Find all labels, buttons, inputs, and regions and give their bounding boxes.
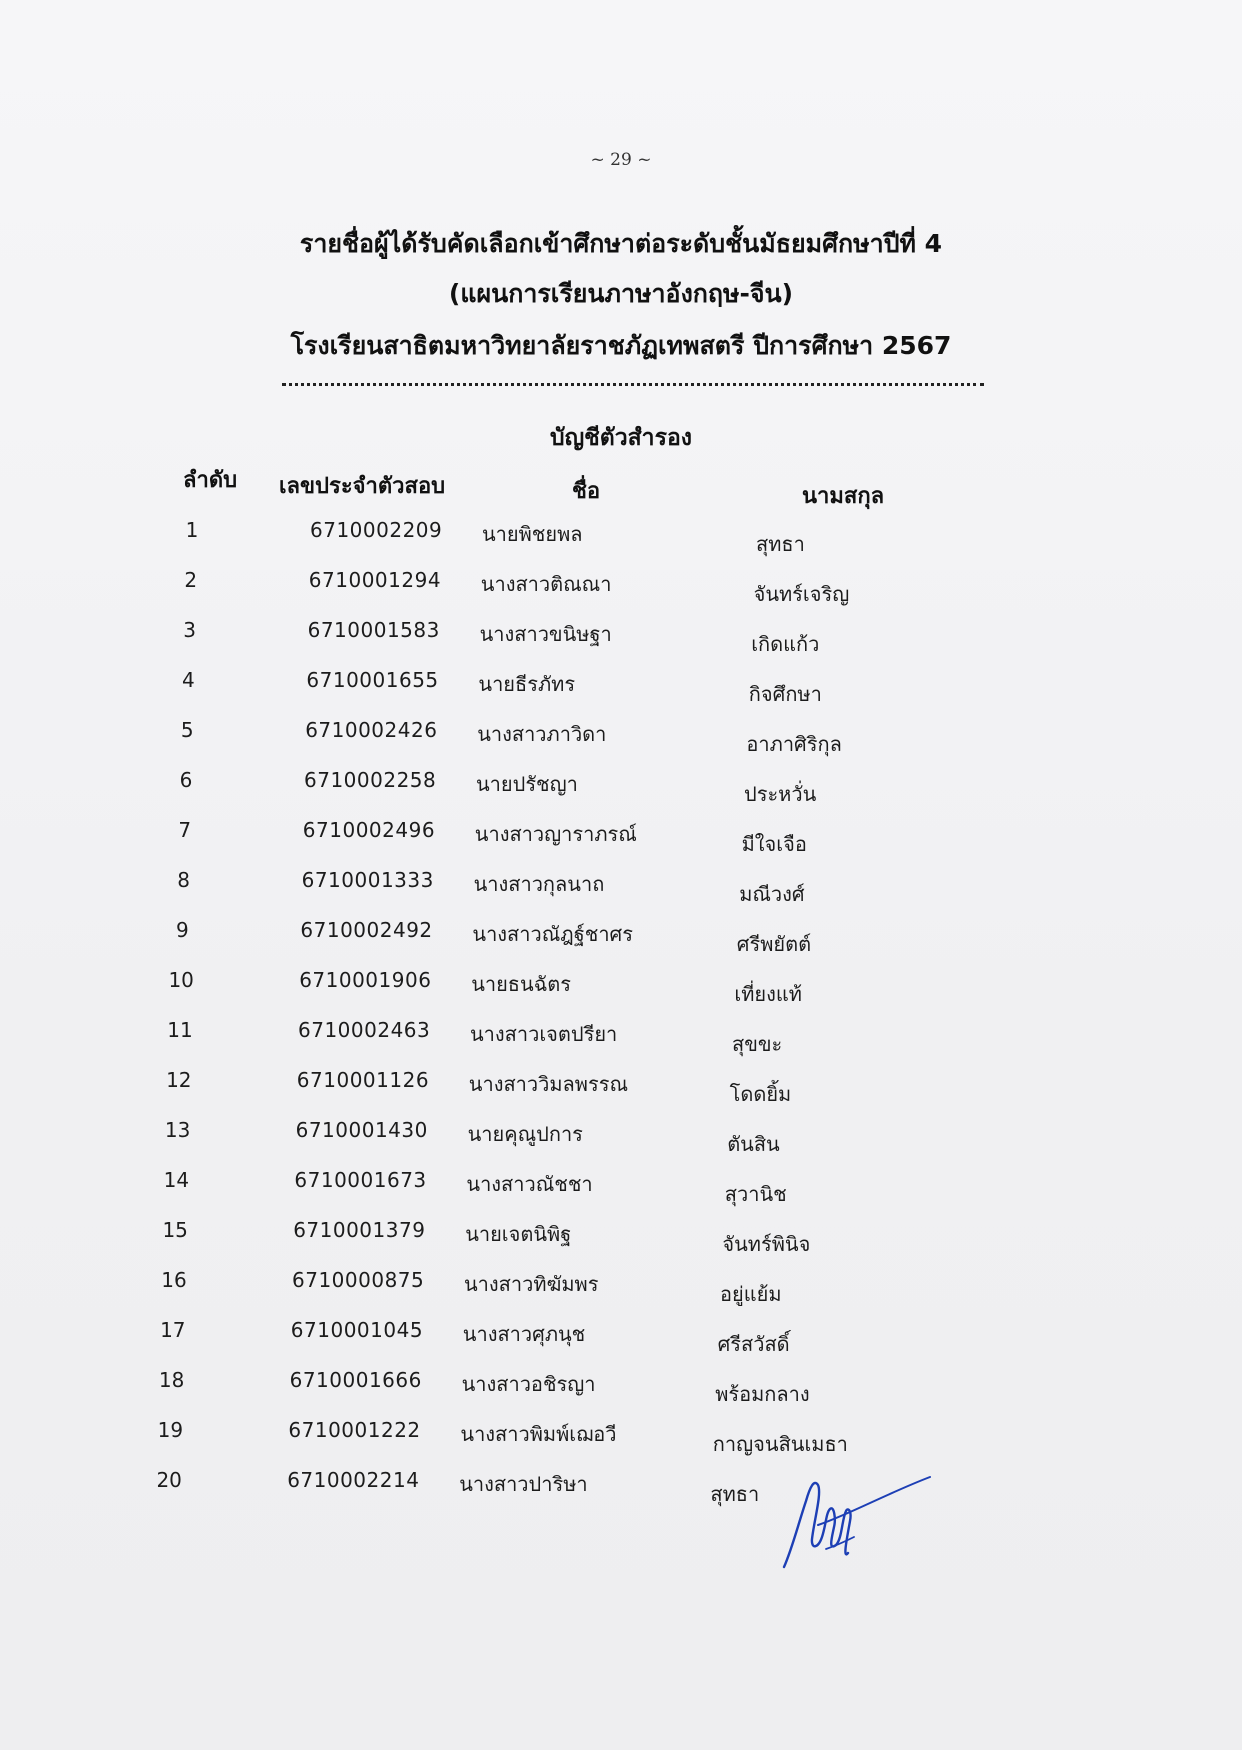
row-first-name: นายพิชยพล [482, 522, 583, 546]
row-first-name: นางสาวภาวิดา [477, 722, 607, 746]
row-first-name: นางสาวติณณา [480, 572, 612, 596]
row-first-name: นางสาวณัชชา [466, 1172, 593, 1196]
table-row [0, 668, 1242, 706]
row-last-name: อาภาศิริกุล [746, 732, 842, 756]
row-number: 13 [164, 1118, 191, 1142]
table-row [0, 568, 1242, 606]
row-number: 12 [166, 1068, 192, 1092]
table-row [0, 1218, 1242, 1256]
table-row [0, 818, 1242, 856]
row-exam-id: 6710002496 [302, 818, 436, 842]
column-header-first-name: ชื่อ [572, 479, 601, 504]
row-exam-id: 6710001673 [294, 1168, 427, 1192]
row-last-name: กาญจนสินเมธา [712, 1432, 848, 1456]
table-row [0, 718, 1242, 756]
row-number: 10 [168, 968, 194, 992]
row-last-name: อยู่แย้ม [720, 1282, 782, 1306]
table-row [0, 1268, 1242, 1306]
row-first-name: นางสาวเจตปรียา [470, 1022, 618, 1046]
row-number: 1 [185, 518, 199, 542]
row-exam-id: 6710002426 [305, 718, 438, 742]
row-first-name: นางสาวกุลนาถ [473, 872, 605, 896]
row-number: 16 [161, 1268, 187, 1292]
row-last-name: จันทร์พินิจ [722, 1232, 811, 1256]
row-exam-id: 6710002209 [310, 518, 443, 542]
row-exam-id: 6710001906 [299, 968, 432, 992]
row-last-name: กิจศึกษา [748, 682, 822, 706]
column-header-last-name: นามสกุล [802, 484, 885, 509]
handwritten-signature [778, 1465, 938, 1575]
row-exam-id: 6710001333 [301, 868, 434, 892]
row-last-name: จันทร์เจริญ [753, 582, 850, 606]
page-number: ~ 29 ~ [590, 150, 652, 170]
row-last-name: โดดยิ้ม [729, 1082, 792, 1106]
row-first-name: นายปรัชญา [476, 772, 578, 796]
row-exam-id: 6710000875 [292, 1268, 425, 1292]
row-exam-id: 6710001430 [295, 1118, 428, 1142]
row-exam-id: 6710001222 [288, 1418, 421, 1442]
row-number: 4 [182, 668, 195, 692]
row-first-name: นางสาววิมลพรรณ [468, 1072, 629, 1096]
row-exam-id: 6710002258 [304, 768, 437, 792]
row-exam-id: 6710001126 [296, 1068, 430, 1092]
row-first-name: นายคุณูปการ [467, 1122, 583, 1146]
row-number: 7 [178, 818, 192, 842]
row-exam-id: 6710001666 [289, 1368, 422, 1392]
row-last-name: เกิดแก้ว [751, 632, 820, 656]
row-first-name: นางสาวอชิรญา [461, 1372, 596, 1396]
document-title-line-1: รายชื่อผู้ได้รับคัดเลือกเข้าศึกษาต่อระดับชั้นมัธยมศึกษาปีที่ 4 [299, 229, 943, 258]
table-row [0, 968, 1242, 1006]
row-number: 3 [183, 618, 196, 642]
row-last-name: ตันสิน [727, 1132, 780, 1156]
table-row [0, 918, 1242, 956]
row-number: 18 [158, 1368, 185, 1392]
row-last-name: สุขขะ [732, 1032, 783, 1056]
row-first-name: นางสาวณัฎฐ์ชาศร [472, 922, 633, 946]
table-row [0, 1118, 1242, 1156]
row-first-name: นางสาวศุภนุช [462, 1322, 586, 1346]
table-row [0, 768, 1242, 806]
row-number: 2 [184, 568, 198, 592]
row-exam-id: 6710001655 [306, 668, 439, 692]
table-row [0, 1068, 1242, 1106]
row-number: 6 [179, 768, 193, 792]
row-first-name: นางสาวปาริษา [459, 1472, 588, 1496]
row-number: 8 [177, 868, 190, 892]
table-row [0, 1018, 1242, 1056]
table-row [0, 1468, 1242, 1506]
row-last-name: สุทธา [710, 1482, 760, 1506]
row-last-name: ศรีสวัสดิ์ [717, 1332, 790, 1356]
section-title: บัญชีตัวสำรอง [549, 425, 692, 451]
column-header-exam-id: เลขประจำตัวสอบ [279, 474, 446, 499]
row-number: 15 [162, 1218, 188, 1242]
table-row [0, 1318, 1242, 1356]
table-row [0, 1168, 1242, 1206]
row-number: 11 [167, 1018, 193, 1042]
row-number: 14 [163, 1168, 190, 1192]
row-first-name: นายธีรภัทร [478, 672, 576, 696]
row-number: 5 [180, 718, 194, 742]
row-exam-id: 6710001583 [307, 618, 440, 642]
row-first-name: นางสาวญาราภรณ์ [474, 822, 637, 846]
row-last-name: ประหวั่น [744, 782, 817, 806]
row-first-name: นายเจตนิพิฐ [465, 1222, 572, 1246]
row-exam-id: 6710001294 [308, 568, 442, 592]
row-number: 9 [176, 918, 189, 942]
document-title-line-3: โรงเรียนสาธิตมหาวิทยาลัยราชภัฏเทพสตรี ปีการศึกษา 2567 [290, 331, 952, 360]
row-exam-id: 6710002492 [300, 918, 433, 942]
row-last-name: ศรีพยัตต์ [736, 932, 812, 956]
table-row [0, 518, 1242, 556]
row-exam-id: 6710001045 [290, 1318, 424, 1342]
row-last-name: สุวานิช [724, 1182, 787, 1206]
row-exam-id: 6710002214 [287, 1468, 420, 1492]
row-last-name: สุทธา [756, 532, 805, 556]
row-last-name: พร้อมกลาง [715, 1382, 810, 1406]
row-exam-id: 6710002463 [298, 1018, 431, 1042]
row-number: 20 [156, 1468, 182, 1492]
row-first-name: นางสาวทิฆัมพร [464, 1272, 599, 1296]
table-row [0, 1368, 1242, 1406]
table-row [0, 868, 1242, 906]
column-header-no: ลำดับ [183, 468, 238, 493]
row-number: 17 [160, 1318, 186, 1342]
table-row [0, 618, 1242, 656]
row-first-name: นางสาวขนิษฐา [479, 622, 612, 646]
row-first-name: นายธนฉัตร [471, 972, 572, 996]
row-first-name: นางสาวพิมพ์เฌอวี [460, 1422, 617, 1446]
row-last-name: มณีวงศ์ [739, 882, 805, 906]
table-row [0, 1418, 1242, 1456]
row-last-name: มีใจเจือ [741, 832, 807, 856]
row-last-name: เที่ยงแท้ [734, 982, 802, 1006]
row-number: 19 [157, 1418, 184, 1442]
document-title-line-2: (แผนการเรียนภาษาอังกฤษ-จีน) [448, 279, 794, 308]
row-exam-id: 6710001379 [293, 1218, 426, 1242]
